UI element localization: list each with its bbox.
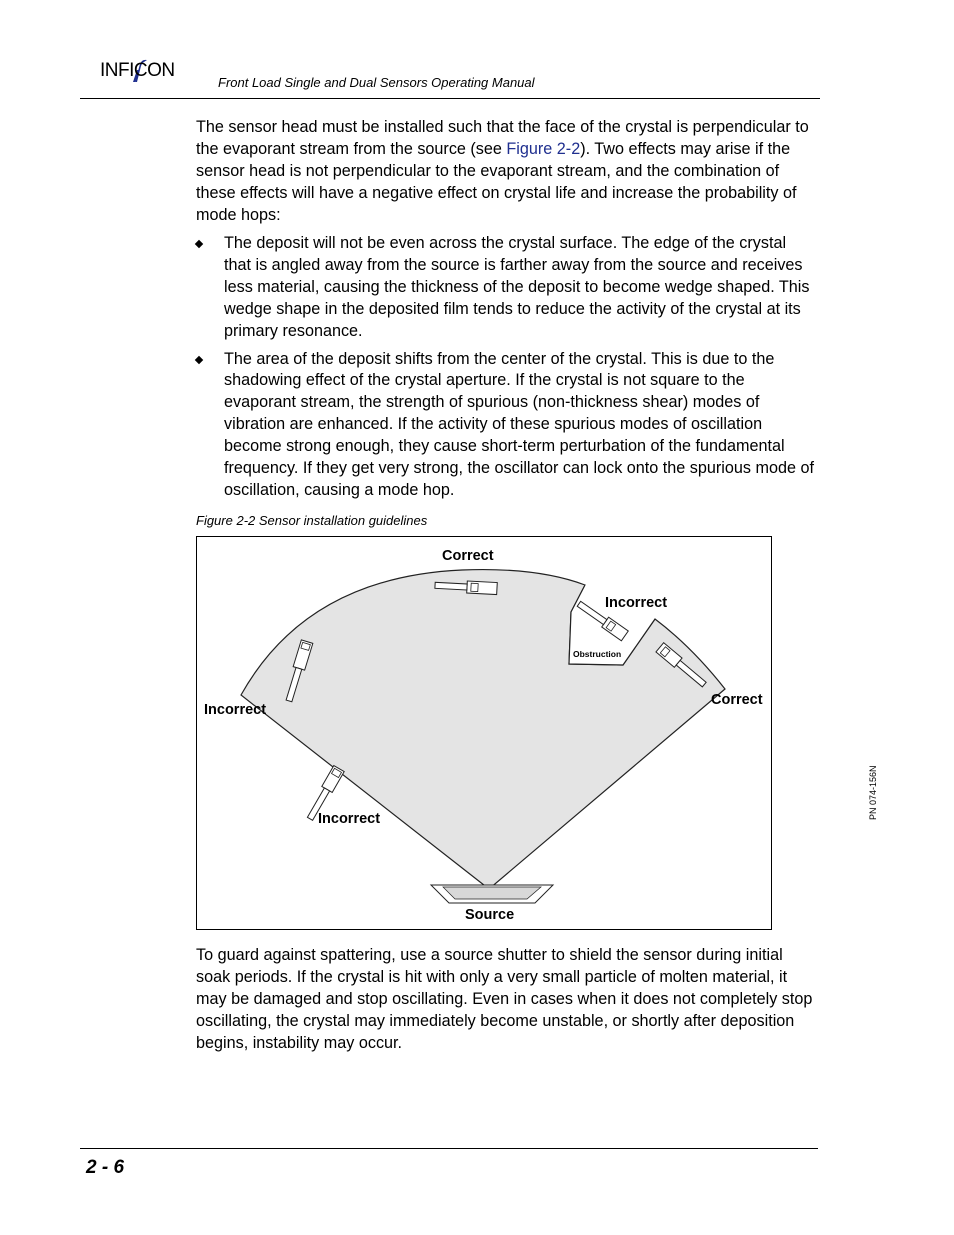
label-incorrect-top-right: Incorrect: [605, 595, 668, 611]
label-correct-top: Correct: [442, 548, 494, 564]
list-item-text: The area of the deposit shifts from the center of the crystal. This is due to the shadowing effect of the crystal aperture. If the crystal is not square to the evaporant stream, the strength of spurious (non-thickness shear) modes of vibration are enhanced. If the activity of these spurious modes of oscillation become strong enough, they cause short-term perturbation of the fundamental frequency. If they get very strong, the oscillator can lock onto the spurious mode of oscillation, causing a mode hop.: [224, 349, 814, 499]
figure-link[interactable]: Figure 2-2: [506, 139, 581, 158]
intro-text-start: The sensor head must be installed such that the face of the crystal is perpendicular to the evaporant stream from the source (see: [196, 118, 809, 158]
label-obstruction: Obstruction: [573, 649, 622, 659]
installation-diagram: [197, 537, 773, 931]
page-number: 2 - 6: [86, 1157, 125, 1178]
closing-paragraph: To guard against spattering, use a source shutter to shield the sensor during initial soak periods. If the crystal is hit with only a very small particle of molten material, it may be damaged and stop oscillating. Even in cases when it does not completely stop oscillating, the crystal may immediately become unstable, or shortly after deposition begins, instability may occur.: [196, 946, 813, 1052]
list-item: [196, 233, 816, 343]
manual-title: Front Load Single and Dual Sensors Operating Manual: [218, 75, 535, 90]
label-source: Source: [465, 907, 515, 923]
intro-paragraph: [196, 117, 816, 227]
footer-divider: [80, 1148, 818, 1149]
list-item-text: The deposit will not be even across the crystal surface. The edge of the crystal that is angled away from the source is farther away from the source and receives less material, causing the thickness of the deposit to become wedge shaped. This wedge shape in the deposited film tends to reduce the activity of the crystal at its primary resonance.: [224, 234, 810, 340]
company-logo-text: INFICON: [100, 60, 175, 81]
part-number: PN 074-156N: [868, 765, 878, 820]
list-item: [196, 349, 816, 502]
effects-list: [196, 233, 816, 508]
label-correct-right: Correct: [711, 692, 763, 708]
diamond-bullet-icon: [195, 355, 203, 363]
header-divider: [80, 98, 820, 99]
intro-text-end: ). Two effects may arise if the sensor head is not perpendicular to the evaporant stream, and the combination of these effects will have a negative effect on crystal life and increase the probability of mode hops:: [196, 139, 797, 224]
label-incorrect-left: Incorrect: [204, 702, 267, 718]
figure-caption: Figure 2-2 Sensor installation guidelines: [196, 513, 428, 528]
label-incorrect-bottom: Incorrect: [318, 811, 381, 827]
sensor-installation-figure: [196, 536, 772, 930]
diamond-bullet-icon: [195, 240, 203, 248]
evaporant-stream-area: [241, 570, 725, 889]
